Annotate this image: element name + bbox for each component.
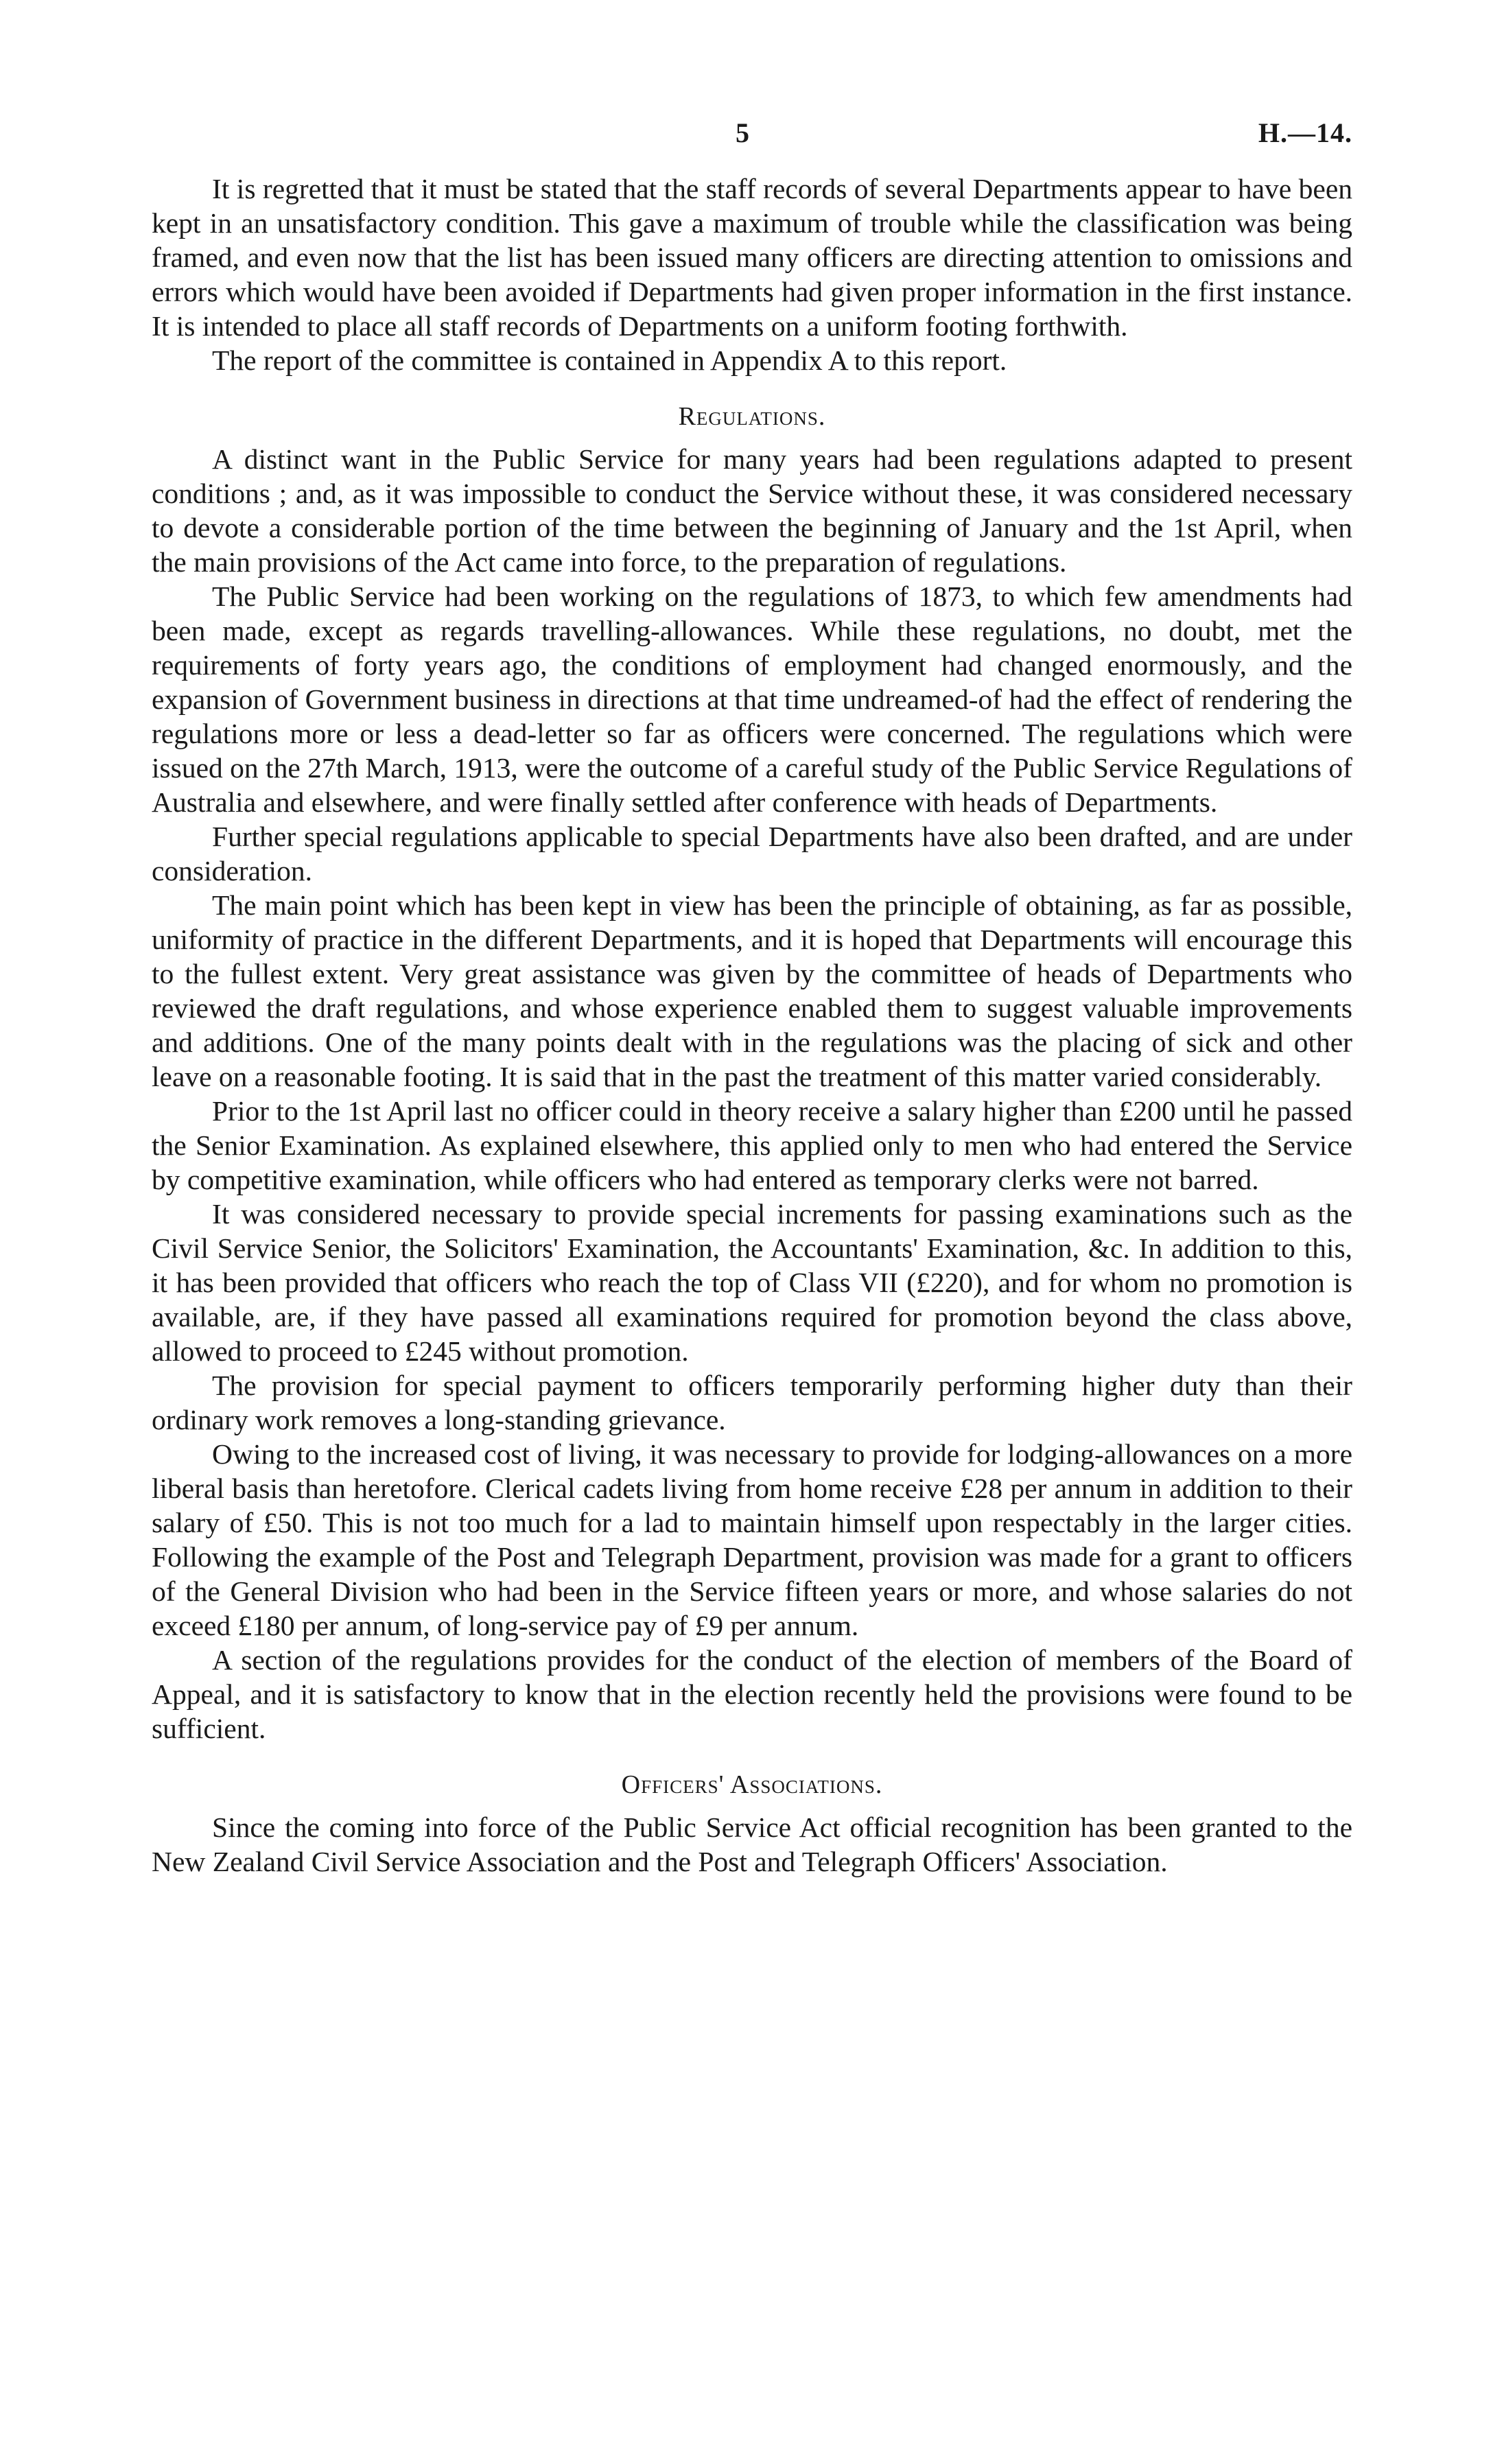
paragraph: Prior to the 1st April last no officer could in theory receive a salary higher than £200 until he passed the Senior Examination. As explained elsewhere, this applied only to men who had entered the Service by competitive examination, while officers who had entered as temporary clerks were not barred.	[152, 1095, 1352, 1195]
document-page	[152, 117, 1352, 1879]
paragraph: A section of the regulations provides for the conduct of the election of members of the Board of Appeal, and it is satisfactory to know that in the election recently held the provisions were found to be sufficient.	[152, 1644, 1352, 1744]
regulations-section	[152, 401, 1352, 1746]
paragraph: The provision for special payment to officers temporarily performing higher duty than their ordinary work removes a long-standing grievance.	[152, 1370, 1352, 1435]
paragraph: The main point which has been kept in view has been the principle of obtaining, as far as possible, uniformity of practice in the different Departments, and it is hoped that Departments will encourage this to the fullest extent. Very great assistance was given by the committee of heads of Departments who reviewed the draft regulations, and whose experience enabled them to suggest valuable improvements and additions. One of the many points dealt with in the regulations was the placing of sick and other leave on a reasonable footing. It is said that in the past the treatment of this matter varied considerably.	[152, 889, 1352, 1092]
document-reference: H.—14.	[1258, 117, 1352, 148]
paragraph: Further special regulations applicable to special Departments have also been drafted, and are under consideration.	[152, 821, 1352, 887]
associations-section	[152, 1769, 1352, 1879]
paragraph: Owing to the increased cost of living, it was necessary to provide for lodging-allowances on a more liberal basis than heretofore. Clerical cadets living from home receive £28 per annum in addition to their salary of £50. This is not too much for a lad to maintain himself upon respectably in the larger cities. Following the example of the Post and Telegraph Department, provision was made for a grant to officers of the General Division who had been in the Service fifteen years or more, and whose salaries do not exceed £180 per annum, of long-service pay of £9 per annum.	[152, 1438, 1352, 1641]
paragraph: The report of the committee is contained in Appendix A to this report.	[212, 344, 1007, 376]
paragraph: The Public Service had been working on the regulations of 1873, to which few amendments had been made, except as regards travelling-allowances. While these regulations, no doubt, met the requirements of forty years ago, the conditions of employment had changed enormously, and the expansion of Government business in directions at that time undreamed-of had the effect of rendering the regulations more or less a dead-letter so far as officers were concerned. The regulations which were issued on the 27th March, 1913, were the outcome of a careful study of the Public Service Regulations of Australia and elsewhere, and were finally settled after conference with heads of Departments.	[152, 580, 1352, 818]
section-heading-regulations: Regulations.	[678, 402, 826, 431]
page-number: 5	[736, 117, 749, 148]
paragraph: A distinct want in the Public Service for many years had been regulations adapted to present conditions ; and, as it was impossible to conduct the Service without these, it was considered necessary to devote a considerable portion of the time between the beginning of January and the 1st April, when the main provisions of the Act came into force, to the preparation of regulations.	[152, 443, 1352, 578]
paragraph: Since the coming into force of the Public Service Act official recognition has been granted to the New Zealand Civil Service Association and the Post and Telegraph Officers' Association.	[152, 1811, 1352, 1877]
section-heading-officers-associations: Officers' Associations.	[621, 1770, 883, 1799]
paragraph: It was considered necessary to provide special increments for passing examinations such as the Civil Service Senior, the Solicitors' Examination, the Accountants' Examination, &c. In addition to this, it has been provided that officers who reach the top of Class VII (£220), and for whom no promotion is available, are, if they have passed all examinations required for promotion beyond the class above, allowed to proceed to £245 without promotion.	[152, 1198, 1352, 1367]
running-header	[152, 117, 1352, 172]
intro-section	[152, 172, 1352, 377]
paragraph: It is regretted that it must be stated that the staff records of several Departments appear to have been kept in an unsatisfactory condition. This gave a maximum of trouble while the classification was being framed, and even now that the list has been issued many officers are directing attention to omissions and errors which would have been avoided if Departments had given proper information in the first instance. It is intended to place all staff records of Departments on a uniform footing forthwith.	[152, 173, 1352, 342]
